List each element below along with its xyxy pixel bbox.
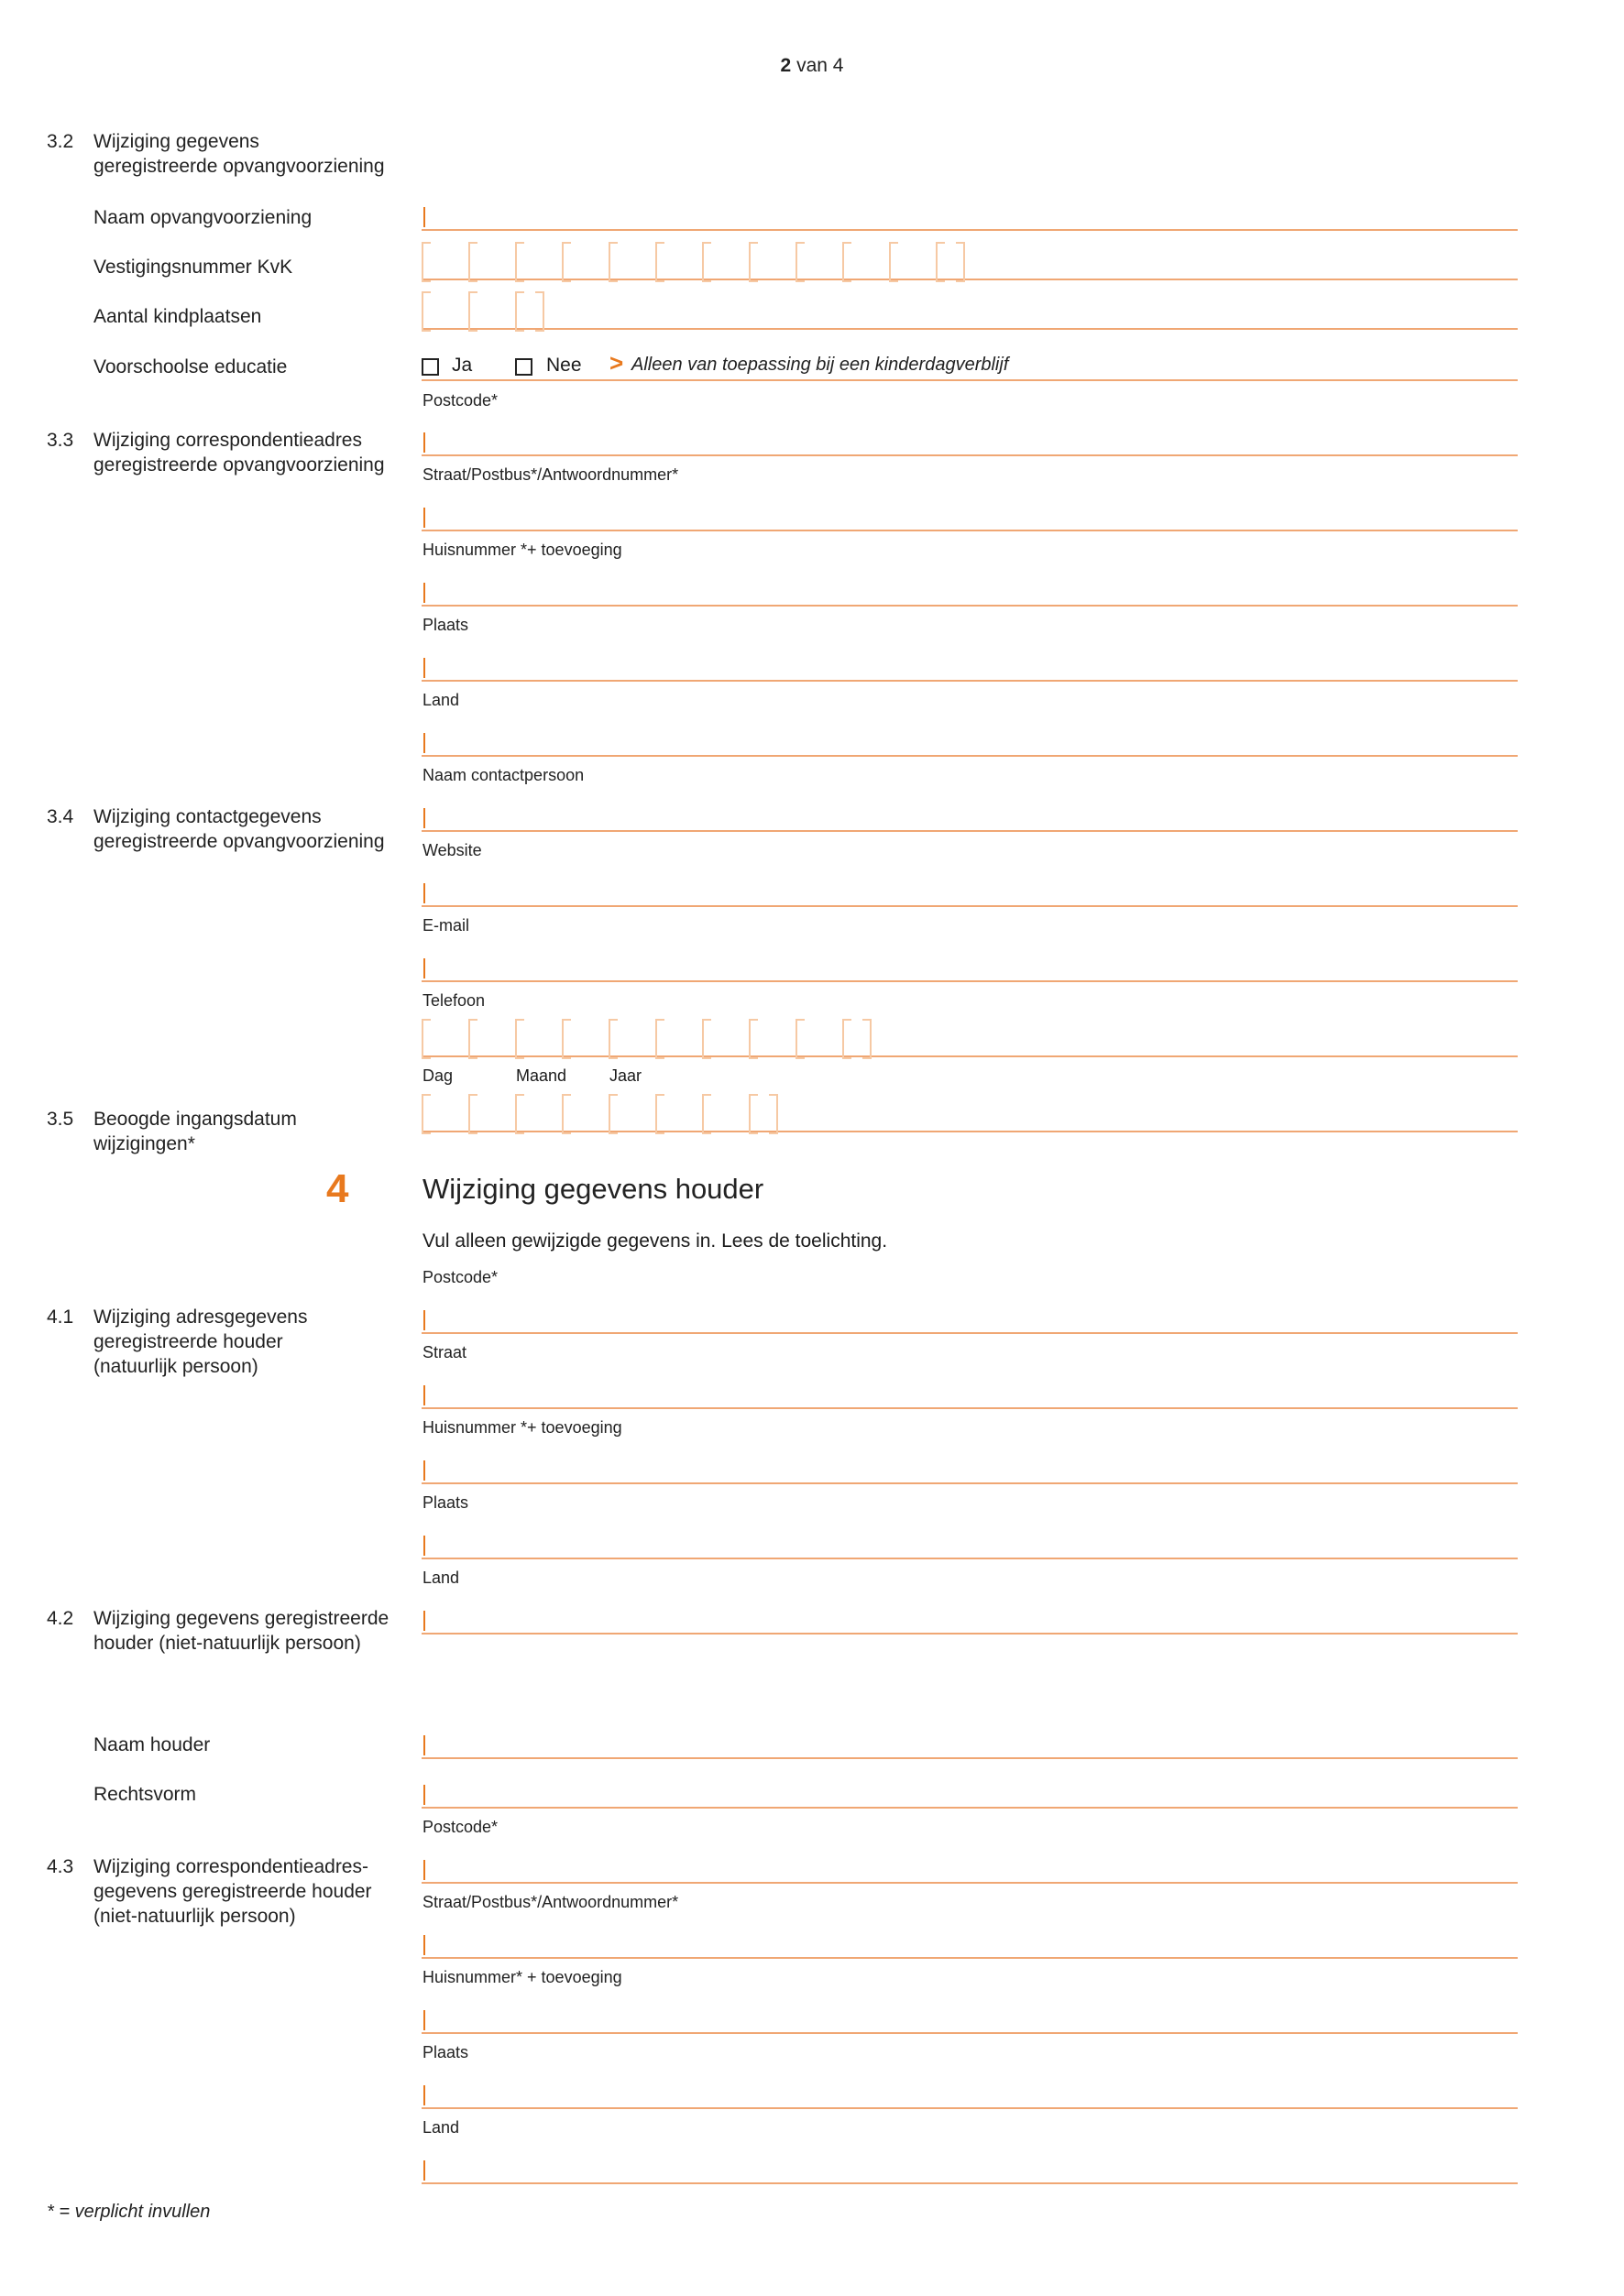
digit-box xyxy=(562,242,571,282)
voorschoolse-educatie-label: Voorschoolse educatie xyxy=(93,356,288,377)
text-cursor xyxy=(423,958,425,979)
naam-opvangvoorziening-label: Naam opvangvoorziening xyxy=(93,207,313,228)
text-cursor xyxy=(423,2160,425,2181)
text-cursor xyxy=(423,733,425,753)
text-cursor xyxy=(423,1310,425,1330)
section-3-4-title: Wijziging contactgegevens geregistreerde opvangvoorziening xyxy=(93,806,385,852)
s43-plaats-field[interactable] xyxy=(422,2085,1518,2109)
digit-box-end xyxy=(862,1019,872,1059)
page-of: van 4 xyxy=(796,55,844,76)
digit-box xyxy=(749,1094,758,1134)
section-4-1-number: 4.1 xyxy=(47,1307,74,1328)
s33-straat-field[interactable] xyxy=(422,508,1518,531)
s33-huisnummer-label: Huisnummer *+ toevoeging xyxy=(422,541,622,559)
kindplaatsen-field[interactable] xyxy=(422,306,1518,330)
kvk-label: Vestigingsnummer KvK xyxy=(93,257,293,278)
digit-box-end xyxy=(535,291,544,332)
s41-huisnummer-label: Huisnummer *+ toevoeging xyxy=(422,1418,622,1437)
digit-box xyxy=(468,1094,477,1134)
ja-checkbox[interactable] xyxy=(422,358,439,376)
digit-box xyxy=(655,242,664,282)
text-cursor xyxy=(423,658,425,678)
digit-box xyxy=(609,1094,618,1134)
digit-box xyxy=(889,242,898,282)
section-3-2-title: Wijziging gegevens geregistreerde opvangvoorziening xyxy=(93,131,385,177)
text-cursor xyxy=(423,808,425,828)
s34-website-label: Website xyxy=(422,841,482,859)
s43-straat-label: Straat/Postbus*/Antwoordnummer* xyxy=(422,1893,679,1911)
digit-box xyxy=(422,1019,431,1059)
nee-label: Nee xyxy=(546,355,582,376)
digit-box xyxy=(609,1019,618,1059)
s33-land-field[interactable] xyxy=(422,733,1518,757)
section-3-5-number: 3.5 xyxy=(47,1109,74,1130)
s43-plaats-label: Plaats xyxy=(422,2043,469,2061)
text-cursor xyxy=(423,1460,425,1481)
digit-box xyxy=(702,1094,711,1134)
s41-plaats-label: Plaats xyxy=(422,1493,469,1512)
section-4-number: 4 xyxy=(326,1166,349,1211)
text-cursor xyxy=(423,1935,425,1955)
section-4-title: Wijziging gegevens houder xyxy=(422,1173,764,1205)
section-3-5-title: Beoogde ingangsdatum wijzigingen* xyxy=(93,1109,297,1154)
s33-straat-label: Straat/Postbus*/Antwoordnummer* xyxy=(422,465,679,484)
s33-postcode-label: Postcode* xyxy=(422,391,499,410)
s33-postcode-field[interactable] xyxy=(422,432,1518,456)
s43-huisnummer-field[interactable] xyxy=(422,2010,1518,2034)
text-cursor xyxy=(423,583,425,603)
text-cursor xyxy=(423,1611,425,1631)
digit-box xyxy=(422,291,431,332)
ingangsdatum-field[interactable] xyxy=(422,1109,1518,1132)
ve-note: Alleen van toepassing bij een kinderdagverblijf xyxy=(631,355,1009,375)
text-cursor xyxy=(423,1785,425,1805)
section-3-4-number: 3.4 xyxy=(47,806,74,827)
digit-box xyxy=(468,242,477,282)
digit-box xyxy=(796,1019,805,1059)
page-current: 2 xyxy=(780,55,792,76)
page-number xyxy=(0,55,1624,77)
text-cursor xyxy=(423,432,425,453)
digit-box xyxy=(936,242,945,282)
digit-box xyxy=(702,1019,711,1059)
kvk-field[interactable] xyxy=(422,257,1518,280)
digit-box-end xyxy=(769,1094,778,1134)
rechtsvorm-field[interactable] xyxy=(422,1785,1518,1809)
s43-huisnummer-label: Huisnummer* + toevoeging xyxy=(422,1968,622,1986)
digit-box xyxy=(515,242,524,282)
naam-opvangvoorziening-field[interactable] xyxy=(422,207,1518,231)
s34-website-field[interactable] xyxy=(422,883,1518,907)
text-cursor xyxy=(423,1735,425,1755)
s34-naam-label: Naam contactpersoon xyxy=(422,766,585,784)
section-4-3-title: Wijziging correspondentieadres- gegevens geregistreerde houder (niet-natuurlijk persoon) xyxy=(93,1856,372,1927)
section-4-2-title: Wijziging gegevens geregistreerde houder (niet-natuurlijk persoon) xyxy=(93,1608,390,1654)
digit-box xyxy=(515,1094,524,1134)
s41-plaats-field[interactable] xyxy=(422,1536,1518,1559)
s33-plaats-label: Plaats xyxy=(422,616,469,634)
digit-box xyxy=(655,1094,664,1134)
chevron-right-icon: > xyxy=(609,349,624,377)
nee-checkbox[interactable] xyxy=(515,358,532,376)
s34-telefoon-label: Telefoon xyxy=(422,991,486,1010)
jaar-label: Jaar xyxy=(609,1066,642,1085)
s33-plaats-field[interactable] xyxy=(422,658,1518,682)
naam-houder-label: Naam houder xyxy=(93,1734,211,1755)
s41-postcode-field[interactable] xyxy=(422,1310,1518,1334)
section-3-2-number: 3.2 xyxy=(47,131,74,152)
section-3-3-title: Wijziging correspondentieadres geregistreerde opvangvoorziening xyxy=(93,430,385,476)
text-cursor xyxy=(423,1860,425,1880)
digit-box xyxy=(422,1094,431,1134)
text-cursor xyxy=(423,883,425,903)
s33-huisnummer-field[interactable] xyxy=(422,583,1518,607)
ja-label: Ja xyxy=(452,355,473,376)
s41-huisnummer-field[interactable] xyxy=(422,1460,1518,1484)
digit-box xyxy=(468,1019,477,1059)
kindplaatsen-label: Aantal kindplaatsen xyxy=(93,306,262,327)
naam-houder-field[interactable] xyxy=(422,1735,1518,1759)
digit-box xyxy=(702,242,711,282)
s41-straat-label: Straat xyxy=(422,1343,467,1361)
section-4-3-number: 4.3 xyxy=(47,1856,74,1877)
text-cursor xyxy=(423,1385,425,1405)
s43-postcode-label: Postcode* xyxy=(422,1818,499,1836)
s41-postcode-label: Postcode* xyxy=(422,1268,499,1286)
rechtsvorm-label: Rechtsvorm xyxy=(93,1784,197,1805)
s34-telefoon-field[interactable] xyxy=(422,1033,1518,1057)
digit-box xyxy=(422,242,431,282)
s34-naam-field[interactable] xyxy=(422,808,1518,832)
s41-land-label: Land xyxy=(422,1569,460,1587)
digit-box xyxy=(842,1019,851,1059)
s34-email-field[interactable] xyxy=(422,958,1518,982)
digit-box xyxy=(796,242,805,282)
text-cursor xyxy=(423,207,425,227)
s43-straat-field[interactable] xyxy=(422,1935,1518,1959)
footer-note: * = verplicht invullen xyxy=(47,2202,211,2222)
digit-box xyxy=(609,242,618,282)
section-4-1-title: Wijziging adresgegevens geregistreerde houder (natuurlijk persoon) xyxy=(93,1307,308,1377)
digit-box xyxy=(468,291,477,332)
s33-land-label: Land xyxy=(422,691,460,709)
s34-email-label: E-mail xyxy=(422,916,470,935)
s41-land-field[interactable] xyxy=(422,1611,1518,1635)
digit-box xyxy=(842,242,851,282)
digit-box xyxy=(562,1019,571,1059)
text-cursor xyxy=(423,508,425,528)
section-3-3-number: 3.3 xyxy=(47,430,74,451)
digit-box xyxy=(655,1019,664,1059)
digit-box xyxy=(562,1094,571,1134)
s43-land-label: Land xyxy=(422,2118,460,2137)
text-cursor xyxy=(423,1536,425,1556)
s41-straat-field[interactable] xyxy=(422,1385,1518,1409)
text-cursor xyxy=(423,2010,425,2030)
section-4-2-number: 4.2 xyxy=(47,1608,74,1629)
section-4-intro: Vul alleen gewijzigde gegevens in. Lees de toelichting. xyxy=(422,1230,888,1252)
s43-land-field[interactable] xyxy=(422,2160,1518,2184)
digit-box xyxy=(749,242,758,282)
digit-box xyxy=(515,291,524,332)
digit-box xyxy=(749,1019,758,1059)
dag-label: Dag xyxy=(422,1066,454,1085)
maand-label: Maand xyxy=(516,1066,567,1085)
s43-postcode-field[interactable] xyxy=(422,1860,1518,1884)
text-cursor xyxy=(423,2085,425,2105)
digit-box-end xyxy=(956,242,965,282)
digit-box xyxy=(515,1019,524,1059)
